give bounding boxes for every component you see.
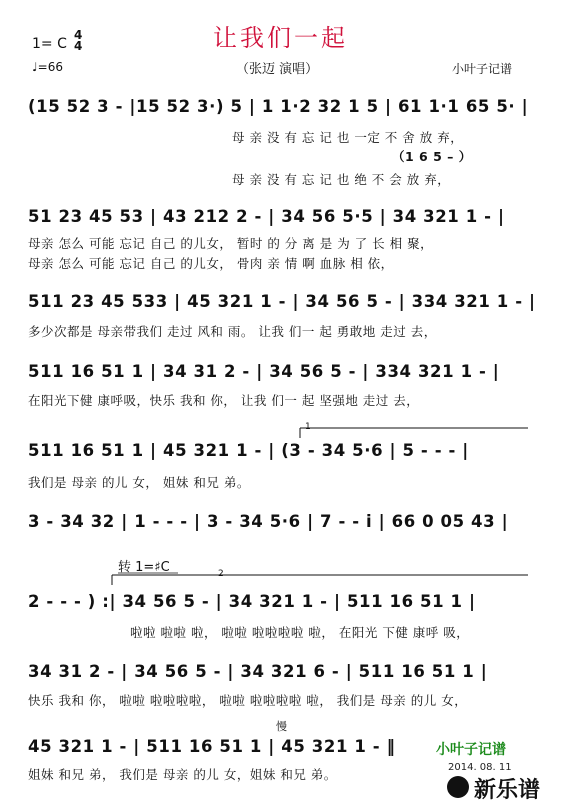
lyric-row-9: 姐妹 和兄 弟， 我们是 母亲 的儿 女，姐妹 和兄 弟。 [28, 767, 337, 782]
notation-row-9: 45 321 1 - | 511 16 51 1 | 45 321 1 - ‖ [28, 737, 396, 756]
modulation-marking: 转 1=♯C [118, 560, 170, 575]
watermark-name: 小叶子记谱 [436, 742, 506, 758]
watermark-date: 2014. 08. 11 [448, 762, 512, 773]
lyric-row-3: 多少次都是 母亲带我们 走过 风和 雨。 让我 们一 起 勇敢地 走过 去， [28, 324, 437, 339]
lyric-row-1a: 母 亲 没 有 忘 记 也 一定 不 舍 放 弃， [232, 130, 464, 145]
notation-row-1: (15 52 3 - |15 52 3·) 5 | 1 1·2 32 1 5 | 61 1·1 65 5· | [28, 97, 529, 116]
lyric-row-7: 啦啦 啦啦 啦， 啦啦 啦啦啦啦 啦， 在阳光 下健 康呼 吸， [130, 625, 470, 640]
notation-row-5: 511 16 51 1 | 45 321 1 - | (3 - 34 5·6 | 5 - - - | [28, 441, 469, 460]
key-signature: 1= C [32, 36, 67, 52]
notation-row-2: 51 23 45 53 | 43 212 2 - | 34 56 5·5 | 34 321 1 - | [28, 207, 505, 226]
notation-row-4: 511 16 51 1 | 34 31 2 - | 34 56 5 - | 334 321 1 - | [28, 362, 500, 381]
lyric-row-2a: 母亲 怎么 可能 忘记 自己 的儿女， 暂时 的 分 离 是 为 了 长 相 聚， [28, 236, 434, 251]
time-signature-bottom: 4 [74, 39, 83, 53]
time-signature-top: 4 [74, 28, 83, 42]
lyric-row-1b: （1 6 5 – ） [392, 149, 472, 164]
site-logo-text: 新乐谱 [474, 778, 541, 803]
lyric-row-2b: 母亲 怎么 可能 忘记 自己 的儿女， 骨肉 亲 情 啊 血脉 相 依， [28, 256, 394, 271]
notation-row-6: 3 - 34 32 | 1 - - - | 3 - 34 5·6 | 7 - - i | 66 0 05 43 | [28, 512, 509, 531]
lyric-row-8: 快乐 我和 你， 啦啦 啦啦啦啦， 啦啦 啦啦啦啦 啦， 我们是 母亲 的儿 女， [28, 693, 468, 708]
song-title: 让我们一起 [213, 24, 348, 52]
lyric-row-4: 在阳光下健 康呼吸，快乐 我和 你， 让我 们一 起 坚强地 走过 去， [28, 393, 420, 408]
notation-row-3: 511 23 45 533 | 45 321 1 - | 34 56 5 - | 334 321 1 - | [28, 292, 536, 311]
notation-row-7: 2 - - - ) :| 34 56 5 - | 34 321 1 - | 511 16 51 1 | [28, 592, 476, 611]
tempo-marking: ♩=66 [32, 60, 63, 74]
tempo-change-marking: 慢 [276, 720, 287, 733]
volta-1-label: 1 [305, 422, 311, 432]
notation-row-8: 34 31 2 - | 34 56 5 - | 34 321 6 - | 511 16 51 1 | [28, 662, 488, 681]
volta-2-label: 2 [218, 569, 224, 579]
lyric-row-5: 我们是 母亲 的儿 女， 姐妹 和兄 弟。 [28, 475, 250, 490]
performer-subtitle: （张迈 演唱） [236, 62, 319, 77]
transcriber-credit: 小叶子记谱 [452, 62, 513, 76]
lyric-row-1c: 母 亲 没 有 忘 记 也 绝 不 会 放 弃， [232, 172, 451, 187]
